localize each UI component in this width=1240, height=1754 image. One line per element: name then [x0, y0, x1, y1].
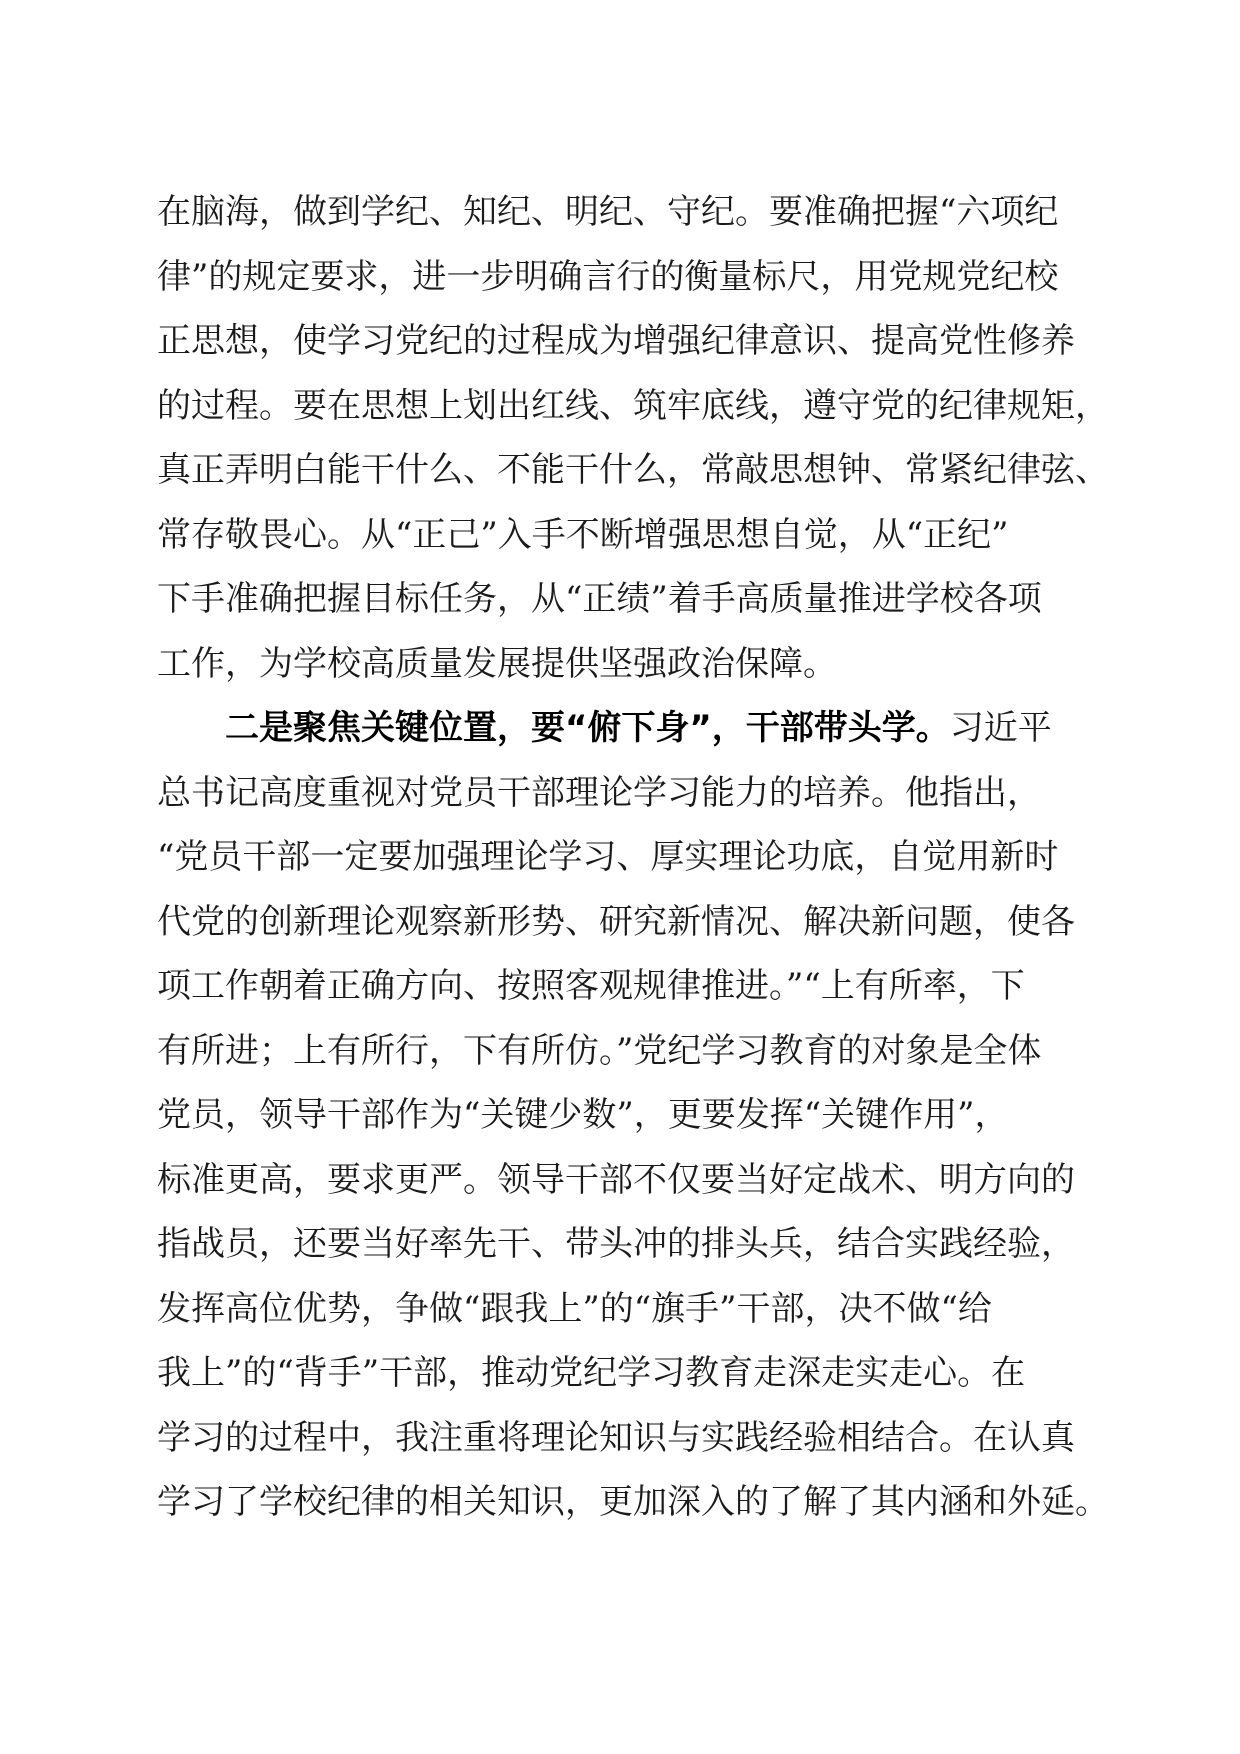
paragraph-2-line: 学习的过程中，我注重将理论知识与实践经验相结合。在认真 [157, 1417, 1075, 1458]
paragraph-2-line: 学习了学校纪律的相关知识，更加深入的了解了其内涵和外延。 [157, 1482, 1109, 1522]
paragraph-1-line: 正思想，使学习党纪的过程成为增强纪律意识、提高党性修养 [157, 321, 1075, 361]
paragraph-2-line: 总书记高度重视对党员干部理论学习能力的培养。他指出， [157, 772, 1041, 813]
paragraph-1-line: 在脑海，做到学纪、知纪、明纪、守纪。要准确把握“六项纪 [157, 192, 1059, 232]
paragraph-1-line: 真正弄明白能干什么、不能干什么，常敲思想钟、常紧纪律弦、 [157, 450, 1109, 490]
section-heading: 二是聚焦关键位置，要“俯下身”，干部带头学。 [225, 708, 950, 748]
paragraph-2-line: 我上”的“背手”干部，推动党纪学习教育走深走实走心。在 [157, 1353, 1026, 1393]
paragraph-2-line: 项工作朝着正确方向、按照客观规律推进。”“上有所率，下 [157, 966, 1025, 1006]
paragraph-2-line: 有所进；上有所行，下有所仿。”党纪学习教育的对象是全体 [157, 1030, 1042, 1071]
paragraph-2-line: “党员干部一定要加强理论学习、厚实理论功底，自觉用新时 [157, 837, 1059, 877]
paragraph-1-line: 律”的规定要求，进一步明确言行的衡量标尺，用党规党纪校 [157, 256, 1059, 297]
paragraph-1-line: 常存敬畏心。从“正己”入手不断增强思想自觉，从“正纪” [157, 514, 1009, 555]
paragraph-1-line: 下手准确把握目标任务，从“正绩”着手高质量推进学校各项 [157, 579, 1042, 619]
paragraph-2-lead-text: 习近平 [949, 708, 1052, 748]
paragraph-2-line: 标准更高，要求更严。领导干部不仅要当好定战术、明方向的 [157, 1159, 1075, 1200]
paragraph-1-line: 工作，为学校高质量发展提供坚强政治保障。 [157, 643, 837, 684]
paragraph-1-line: 的过程。要在思想上划出红线、筑牢底线，遵守党的纪律规矩， [157, 385, 1109, 426]
paragraph-2-line: 代党的创新理论观察新形势、研究新情况、解决新问题，使各 [157, 901, 1075, 942]
paragraph-2-first-line [157, 696, 1117, 761]
body-text [157, 180, 1117, 1535]
paragraph-2-line: 发挥高位优势，争做“跟我上”的“旗手”干部，决不做“给 [157, 1288, 992, 1329]
paragraph-2-line: 党员，领导干部作为“关键少数”，更要发挥“关键作用”， [157, 1095, 1009, 1135]
paragraph-2-line: 指战员，还要当好率先干、带头冲的排头兵，结合实践经验， [157, 1224, 1075, 1264]
